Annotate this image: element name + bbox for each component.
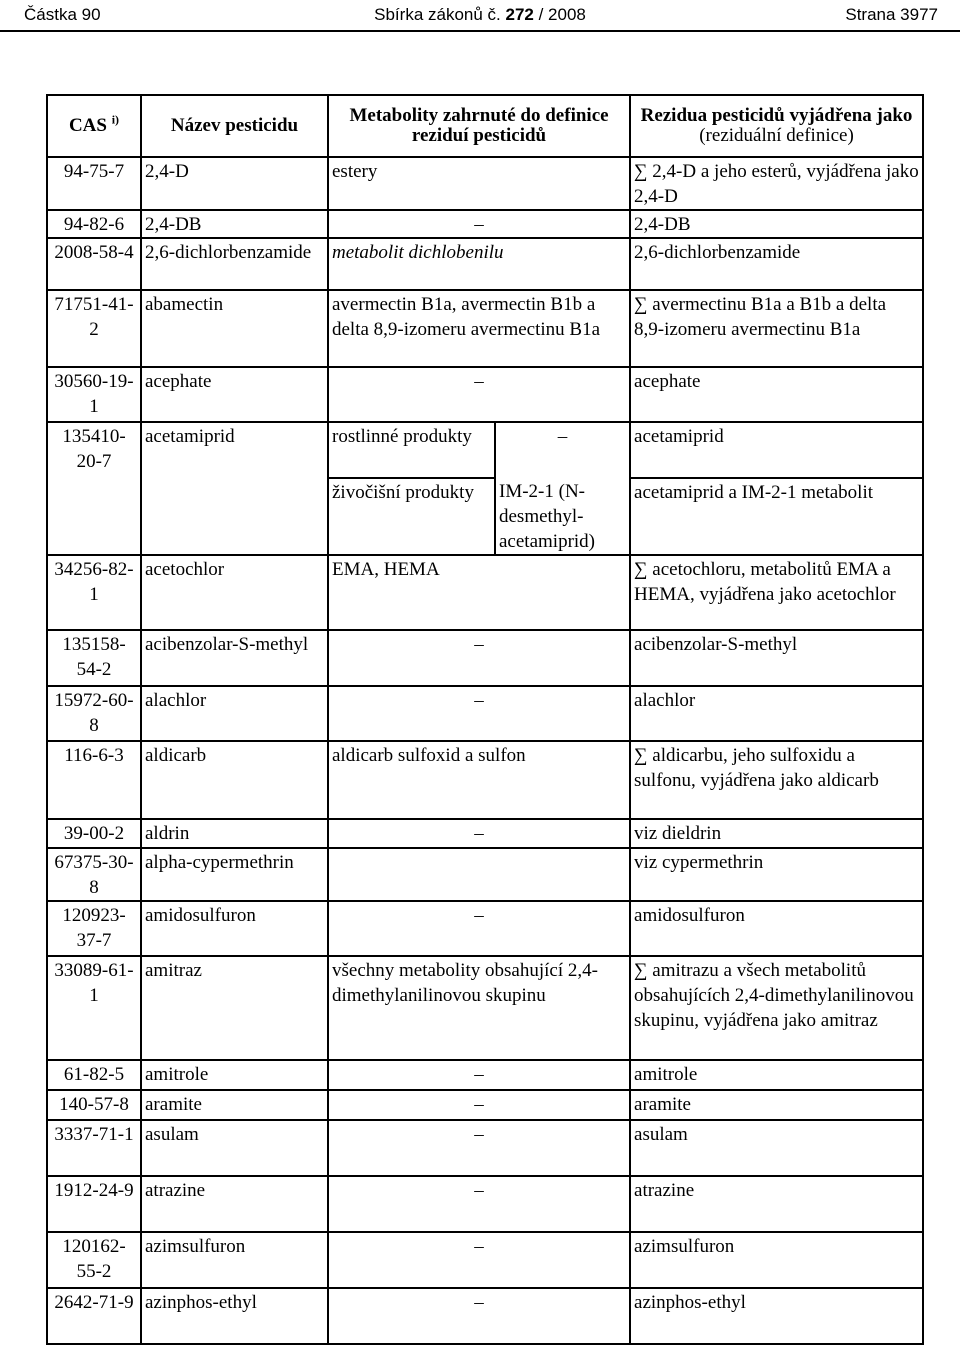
metabolites: – — [328, 1288, 630, 1344]
page-number: Strana 3977 — [845, 5, 938, 24]
residue-definition: 2,6-dichlorbenzamide — [630, 238, 923, 290]
pesticide-name: 2,4-D — [141, 157, 328, 210]
metabolites: – — [328, 901, 630, 956]
cas-number: 67375-30-8 — [47, 848, 141, 901]
pesticide-name: amitrole — [141, 1060, 328, 1090]
table-row — [47, 367, 923, 422]
residue-definition: amidosulfuron — [630, 901, 923, 956]
header-name: Název pesticidu — [141, 95, 328, 157]
header-residues-sub: (reziduální definice) — [699, 125, 854, 146]
metabolites: – — [328, 210, 630, 238]
metabolites: – — [328, 1060, 630, 1090]
pesticide-name: acetochlor — [141, 555, 328, 630]
pesticide-name: aldrin — [141, 819, 328, 848]
metabolite: IM-2-1 (N-desmethyl-acetamiprid) — [495, 478, 630, 555]
cas-number: 120923-37-7 — [47, 901, 141, 956]
metabolites: – — [328, 1120, 630, 1176]
table-row — [47, 1288, 923, 1344]
pesticide-name: alachlor — [141, 686, 328, 741]
collection-prefix: Sbírka zákonů č. — [374, 5, 506, 24]
residue-definition: ∑ acetochloru, metabolitů EMA a HEMA, vyjádřena jako acetochlor — [630, 555, 923, 630]
residue-definition: ∑ amitrazu a všech metabolitů obsahujících 2,4-dimethylanilinovou skupinu, vyjádřena jako amitraz — [630, 956, 923, 1060]
pesticide-name: atrazine — [141, 1176, 328, 1232]
metabolite: – — [495, 422, 630, 478]
cas-number: 15972-60-8 — [47, 686, 141, 741]
pesticide-name: aramite — [141, 1090, 328, 1120]
residue-definition: ∑ avermectinu B1a a B1b a delta 8,9-izomeru avermectinu B1a — [630, 290, 923, 367]
metabolites: aldicarb sulfoxid a sulfon — [328, 741, 630, 819]
pesticide-name: azinphos-ethyl — [141, 1288, 328, 1344]
table-row — [47, 686, 923, 741]
table-row — [47, 1232, 923, 1288]
residue-definition: ∑ 2,4-D a jeho esterů, vyjádřena jako 2,4-D — [630, 157, 923, 210]
metabolites: – — [328, 1232, 630, 1288]
metabolites: metabolit dichlobenilu — [328, 238, 630, 290]
residue-definition: acephate — [630, 367, 923, 422]
pesticide-name: acetamiprid — [141, 422, 328, 555]
table-row — [47, 1090, 923, 1120]
table-row — [47, 238, 923, 290]
table-row — [47, 157, 923, 210]
metabolites: EMA, HEMA — [328, 555, 630, 630]
header-cas: CAS $^{i)}$ — [47, 95, 141, 157]
metabolites: – — [328, 1176, 630, 1232]
pesticide-residue-table — [46, 94, 924, 1345]
cas-number: 94-82-6 — [47, 210, 141, 238]
metabolites: – — [328, 819, 630, 848]
residue-definition: ∑ aldicarbu, jeho sulfoxidu a sulfonu, vyjádřena jako aldicarb — [630, 741, 923, 819]
cas-number: 33089-61-1 — [47, 956, 141, 1060]
metabolites: – — [328, 686, 630, 741]
residue-definition: azimsulfuron — [630, 1232, 923, 1288]
residue-definition: viz dieldrin — [630, 819, 923, 848]
cas-number: 1912-24-9 — [47, 1176, 141, 1232]
table-row — [47, 956, 923, 1060]
pesticide-name: azimsulfuron — [141, 1232, 328, 1288]
cas-number: 61-82-5 — [47, 1060, 141, 1090]
pesticide-name: asulam — [141, 1120, 328, 1176]
pesticide-name: 2,4-DB — [141, 210, 328, 238]
issue-part: Částka 90 — [24, 5, 101, 24]
table-row — [47, 555, 923, 630]
residue-definition: acibenzolar-S-methyl — [630, 630, 923, 686]
residue-definition: alachlor — [630, 686, 923, 741]
cas-number: 140-57-8 — [47, 1090, 141, 1120]
cas-number: 39-00-2 — [47, 819, 141, 848]
collection-year: / 2008 — [533, 5, 586, 24]
collection-title — [0, 5, 960, 25]
metabolites: avermectin B1a, avermectin B1b a delta 8,9-izomeru avermectinu B1a — [328, 290, 630, 367]
metabolites: – — [328, 367, 630, 422]
pesticide-name: 2,6-dichlorbenzamide — [141, 238, 328, 290]
header-metabolites: Metabolity zahrnuté do definice reziduí pesticidů — [328, 95, 630, 157]
pesticide-name: aldicarb — [141, 741, 328, 819]
table-row — [47, 1176, 923, 1232]
residue-definition: viz cypermethrin — [630, 848, 923, 901]
metabolites: estery — [328, 157, 630, 210]
metabolites: – — [328, 1090, 630, 1120]
pesticide-name: alpha-cypermethrin — [141, 848, 328, 901]
header-residues: Rezidua pesticidů vyjádřena jako (reziduální definice) — [630, 95, 923, 157]
pesticide-name: acephate — [141, 367, 328, 422]
residue-definition: atrazine — [630, 1176, 923, 1232]
pesticide-name: amidosulfuron — [141, 901, 328, 956]
cas-number: 2008-58-4 — [47, 238, 141, 290]
table-row — [47, 848, 923, 901]
cas-number: 116-6-3 — [47, 741, 141, 819]
cas-number: 34256-82-1 — [47, 555, 141, 630]
pesticide-name: amitraz — [141, 956, 328, 1060]
residue-definition: aramite — [630, 1090, 923, 1120]
table-row — [47, 630, 923, 686]
table-row — [47, 1120, 923, 1176]
cas-number: 30560-19-1 — [47, 367, 141, 422]
table-row — [47, 741, 923, 819]
cas-number: 94-75-7 — [47, 157, 141, 210]
page-header — [0, 0, 960, 32]
table-row — [47, 210, 923, 238]
pesticide-name: acibenzolar-S-methyl — [141, 630, 328, 686]
table-row — [47, 290, 923, 367]
metabolites: všechny metabolity obsahující 2,4- dimethylanilinovou skupinu — [328, 956, 630, 1060]
table-row — [47, 901, 923, 956]
table-row — [47, 819, 923, 848]
residue-definition: amitrole — [630, 1060, 923, 1090]
cas-number: 135158-54-2 — [47, 630, 141, 686]
residue-definition: acetamiprid a IM-2-1 metabolit — [630, 478, 923, 555]
metabolites: – — [328, 630, 630, 686]
residue-definition: 2,4-DB — [630, 210, 923, 238]
table-row — [47, 422, 923, 478]
footnote-marker: i) — [111, 112, 120, 127]
law-number: 272 — [505, 5, 534, 24]
pesticide-name: abamectin — [141, 290, 328, 367]
product-type: živočišní produkty — [328, 478, 495, 555]
metabolites — [328, 848, 630, 901]
cas-number: 120162-55-2 — [47, 1232, 141, 1288]
cas-number: 3337-71-1 — [47, 1120, 141, 1176]
residue-definition: azinphos-ethyl — [630, 1288, 923, 1344]
cas-number: 71751-41-2 — [47, 290, 141, 367]
table-header-row — [47, 95, 923, 157]
residue-definition: asulam — [630, 1120, 923, 1176]
cas-number: 135410-20-7 — [47, 422, 141, 555]
cas-number: 2642-71-9 — [47, 1288, 141, 1344]
residue-definition: acetamiprid — [630, 422, 923, 478]
table-row — [47, 1060, 923, 1090]
product-type: rostlinné produkty — [328, 422, 495, 478]
